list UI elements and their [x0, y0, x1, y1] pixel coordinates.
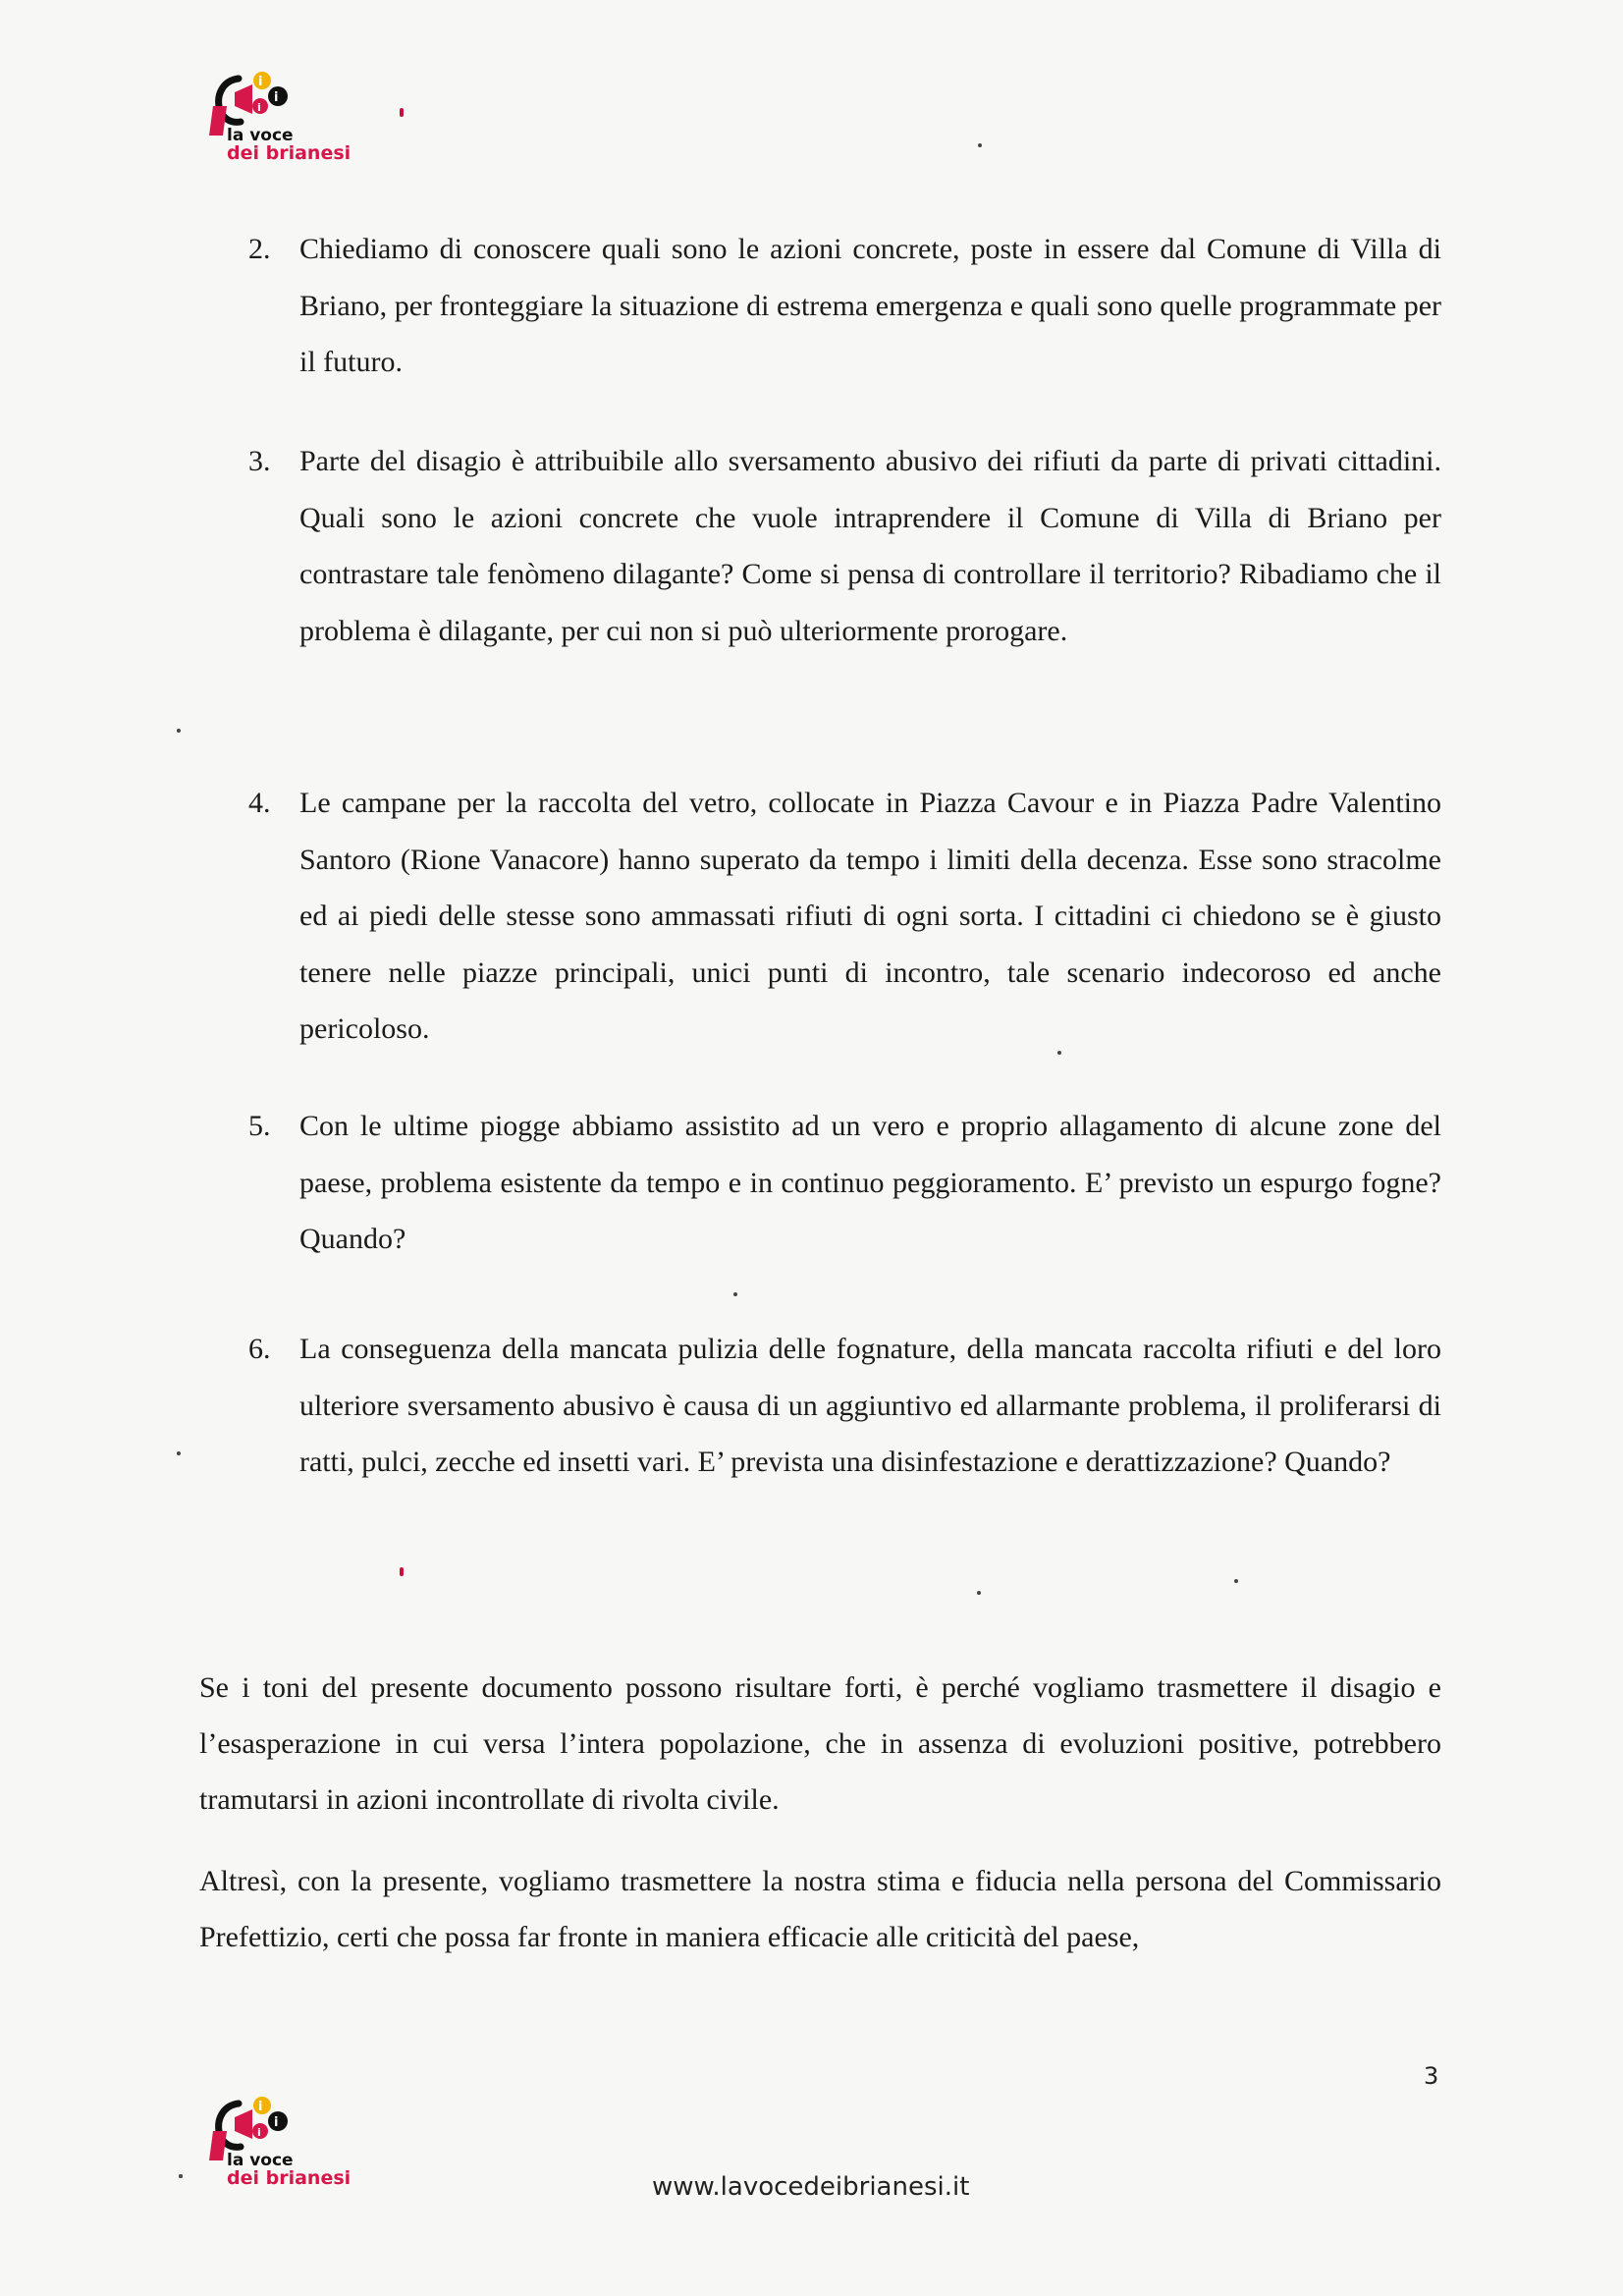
header-logo	[201, 67, 368, 175]
scan-speck	[1057, 1051, 1061, 1055]
scan-speck	[977, 1591, 981, 1595]
list-item	[248, 1098, 1441, 1268]
scan-speck	[400, 108, 404, 117]
list-item	[248, 433, 1441, 659]
scan-speck	[177, 729, 181, 733]
svg-text:i: i	[258, 75, 263, 89]
scan-speck	[400, 1567, 404, 1576]
scan-speck	[1234, 1579, 1238, 1583]
list-item-number: 3.	[248, 445, 271, 477]
body-paragraph: Se i toni del presente documento possono risultare forti, è perché vogliamo trasmettere il disagio e l’esasperazione in cui versa l’intera popolazione, che in assenza di evoluzioni positive, potrebbero tramutarsi in azioni incontrollate di rivolta civile.	[199, 1671, 1441, 1816]
scan-speck	[177, 1451, 181, 1455]
logo-text-line1: la voce	[227, 126, 294, 145]
list-item-number: 5.	[248, 1110, 271, 1142]
footer-website: www.lavocedeibrianesi.it	[652, 2172, 970, 2202]
logo-text-line2: dei brianesi	[227, 142, 352, 164]
logo-text-line1: la voce	[227, 2151, 294, 2170]
scan-speck	[733, 1292, 737, 1296]
list-item	[248, 1321, 1441, 1491]
list-item-number: 4.	[248, 787, 271, 819]
list-item-text: Con le ultime piogge abbiamo assistito ad un vero e proprio allagamento di alcune zone del paese, problema esistente da tempo e in continuo peggioramento. E’ previsto un espurgo fogne? Quando?	[299, 1110, 1441, 1255]
body-paragraph: Altresì, con la presente, vogliamo trasmettere la nostra stima e fiducia nella persona del Commissario Prefettizio, certi che possa far fronte in maniera efficacie alle criticità del paese,	[199, 1865, 1441, 1953]
svg-text:i: i	[257, 101, 261, 114]
logo-text-line2: dei brianesi	[227, 2167, 352, 2189]
page-number: 3	[1424, 2062, 1439, 2090]
list-item-text: Le campane per la raccolta del vetro, collocate in Piazza Cavour e in Piazza Padre Valentino Santoro (Rione Vanacore) hanno superato da tempo i limiti della decenza. Esse sono stracolme ed ai piedi delle stesse sono ammassati rifiuti di ogni sorta. I cittadini ci chiedono se è giusto tenere nelle piazze principali, unici punti di incontro, tale scenario indecoroso ed anche pericoloso.	[299, 787, 1441, 1045]
list-item-number: 2.	[248, 233, 271, 265]
list-item-text: Parte del disagio è attribuibile allo sversamento abusivo dei rifiuti da parte di privati cittadini. Quali sono le azioni concrete che vuole intraprendere il Comune di Villa di Briano per contrastare tale fenòmeno dilagante? Come si pensa di controllare il territorio? Ribadiamo che il problema è dilagante, per cui non si può ulteriormente prorogare.	[299, 445, 1441, 647]
list-item-text: Chiediamo di conoscere quali sono le azioni concrete, poste in essere dal Comune di Villa di Briano, per fronteggiare la situazione di estrema emergenza e quali sono quelle programmate per il futuro.	[299, 233, 1441, 378]
svg-text:i: i	[257, 2126, 261, 2139]
list-item-text: La conseguenza della mancata pulizia delle fognature, della mancata raccolta rifiuti e del loro ulteriore sversamento abusivo è causa di un aggiuntivo ed allarmante problema, il proliferarsi di ratti, pulci, zecche ed insetti vari. E’ prevista una disinfestazione e derattizzazione? Quando?	[299, 1333, 1441, 1478]
list-item	[248, 221, 1441, 391]
list-item	[248, 775, 1441, 1058]
list-item-number: 6.	[248, 1333, 271, 1365]
scan-speck	[179, 2174, 183, 2178]
svg-text:i: i	[274, 90, 279, 105]
svg-text:i: i	[258, 2100, 263, 2114]
footer-logo	[201, 2092, 368, 2200]
svg-text:i: i	[274, 2115, 279, 2130]
scan-speck	[978, 143, 982, 147]
